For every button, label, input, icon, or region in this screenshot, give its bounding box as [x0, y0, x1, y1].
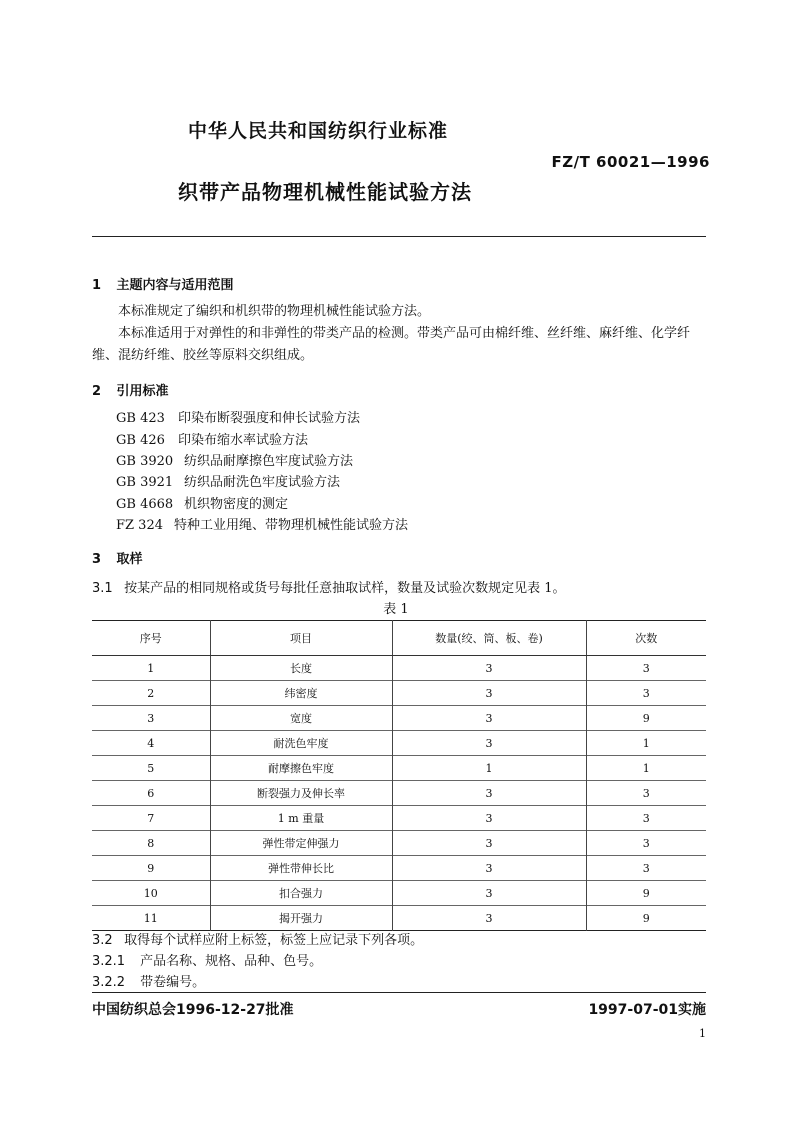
reference-item [116, 514, 408, 533]
cell-quantity: 3 [392, 831, 586, 856]
clause-3-1 [92, 577, 566, 596]
cell-times: 3 [586, 806, 706, 831]
header-item: 项目 [210, 621, 392, 656]
reference-name: 机织物密度的测定 [184, 497, 289, 512]
cell-times: 1 [586, 731, 706, 756]
clause-number: 3.1 [92, 581, 113, 596]
cell-quantity: 3 [392, 681, 586, 706]
cell-serial: 2 [92, 681, 210, 706]
cell-quantity: 3 [392, 656, 586, 681]
clause-text: 按某产品的相同规格或货号每批任意抽取试样，数量及试验次数规定见表 1。 [124, 581, 566, 596]
clause-3-2-2 [92, 971, 205, 990]
clause-number: 3.2.2 [92, 975, 126, 990]
footer-divider [92, 992, 706, 993]
reference-item [116, 450, 353, 469]
section-1-para-1: 本标准规定了编织和机织带的物理机械性能试验方法。 [118, 304, 431, 319]
cell-serial: 10 [92, 881, 210, 906]
table-row [92, 681, 706, 706]
table-header-row [92, 621, 706, 656]
table-row [92, 781, 706, 806]
cell-times: 1 [586, 756, 706, 781]
cell-serial: 5 [92, 756, 210, 781]
table-row [92, 731, 706, 756]
reference-item [116, 429, 308, 448]
cell-quantity: 3 [392, 881, 586, 906]
cell-times: 3 [586, 681, 706, 706]
clause-number: 3.2 [92, 933, 113, 948]
section-1-heading [92, 274, 234, 293]
reference-item [116, 493, 288, 512]
cell-times: 3 [586, 831, 706, 856]
clause-number: 3.2.1 [92, 954, 126, 969]
reference-code: GB 426 [116, 433, 165, 448]
header-quantity: 数量(绞、筒、板、卷) [392, 621, 586, 656]
section-title: 主题内容与适用范围 [116, 278, 234, 293]
table-row [92, 656, 706, 681]
cell-quantity: 3 [392, 781, 586, 806]
clause-text: 带卷编号。 [140, 975, 206, 990]
clause-text: 产品名称、规格、品种、色号。 [140, 954, 323, 969]
cell-serial: 4 [92, 731, 210, 756]
cell-item: 1 m 重量 [210, 806, 392, 831]
section-2-heading [92, 380, 169, 399]
cell-quantity: 3 [392, 806, 586, 831]
effective-date: 1997-07-01实施 [588, 1002, 706, 1018]
cell-serial: 7 [92, 806, 210, 831]
page-number: 1 [699, 1027, 706, 1040]
reference-name: 印染布缩水率试验方法 [178, 433, 309, 448]
reference-code: GB 4668 [116, 497, 174, 512]
cell-times: 9 [586, 706, 706, 731]
cell-serial: 3 [92, 706, 210, 731]
table-row [92, 906, 706, 931]
table-row [92, 756, 706, 781]
table-row [92, 706, 706, 731]
reference-item [116, 407, 360, 426]
cell-serial: 6 [92, 781, 210, 806]
cell-times: 3 [586, 781, 706, 806]
cell-times: 3 [586, 656, 706, 681]
clause-text: 取得每个试样应附上标签，标签上应记录下列各项。 [124, 933, 424, 948]
cell-item: 长度 [210, 656, 392, 681]
cell-quantity: 3 [392, 906, 586, 931]
reference-item [116, 471, 340, 490]
table-row [92, 831, 706, 856]
section-3-heading [92, 548, 143, 567]
reference-code: GB 3921 [116, 475, 174, 490]
sampling-table [92, 620, 706, 931]
cell-item: 耐摩擦色牢度 [210, 756, 392, 781]
header-divider [92, 236, 706, 237]
section-title: 取样 [116, 552, 143, 567]
cell-item: 扣合强力 [210, 881, 392, 906]
cell-times: 9 [586, 906, 706, 931]
reference-code: GB 3920 [116, 454, 174, 469]
reference-code: GB 423 [116, 411, 165, 426]
reference-name: 特种工业用绳、带物理机械性能试验方法 [174, 518, 409, 533]
cell-item: 宽度 [210, 706, 392, 731]
cell-serial: 9 [92, 856, 210, 881]
cell-item: 揭开强力 [210, 906, 392, 931]
reference-name: 纺织品耐洗色牢度试验方法 [184, 475, 341, 490]
section-number: 2 [92, 384, 102, 399]
table-caption: 表 1 [383, 602, 409, 617]
cell-quantity: 3 [392, 706, 586, 731]
section-title: 引用标准 [116, 384, 169, 399]
clause-3-2-1 [92, 950, 322, 969]
cell-item: 纬密度 [210, 681, 392, 706]
document-title: 织带产品物理机械性能试验方法 [178, 180, 472, 204]
table-row [92, 881, 706, 906]
section-number: 1 [92, 278, 102, 293]
reference-name: 纺织品耐摩擦色牢度试验方法 [184, 454, 354, 469]
cell-times: 3 [586, 856, 706, 881]
cell-serial: 1 [147, 661, 155, 675]
reference-name: 印染布断裂强度和伸长试验方法 [178, 411, 361, 426]
table-row [92, 856, 706, 881]
cell-serial: 8 [92, 831, 210, 856]
section-1-para-2: 本标准适用于对弹性的和非弹性的带类产品的检测。带类产品可由棉纤维、丝纤维、麻纤维、化学纤维、混纺纤维、胶丝等原料交织组成。 [92, 326, 691, 363]
cell-item: 断裂强力及伸长率 [210, 781, 392, 806]
cell-times: 9 [586, 881, 706, 906]
standard-number: FZ/T 60021—1996 [551, 153, 710, 171]
clause-3-2 [92, 929, 423, 948]
header-times: 次数 [586, 621, 706, 656]
section-number: 3 [92, 552, 102, 567]
cell-quantity: 3 [392, 731, 586, 756]
header-serial: 序号 [92, 621, 210, 656]
cell-item: 耐洗色牢度 [210, 731, 392, 756]
cell-item: 弹性带伸长比 [210, 856, 392, 881]
cell-serial: 11 [92, 906, 210, 931]
cell-quantity: 3 [392, 856, 586, 881]
issuer-title: 中华人民共和国纺织行业标准 [188, 120, 449, 142]
reference-code: FZ 324 [116, 518, 163, 533]
cell-quantity: 1 [392, 756, 586, 781]
table-row [92, 806, 706, 831]
approval-date: 中国纺织总会1996-12-27批准 [92, 1002, 294, 1018]
cell-item: 弹性带定伸强力 [210, 831, 392, 856]
